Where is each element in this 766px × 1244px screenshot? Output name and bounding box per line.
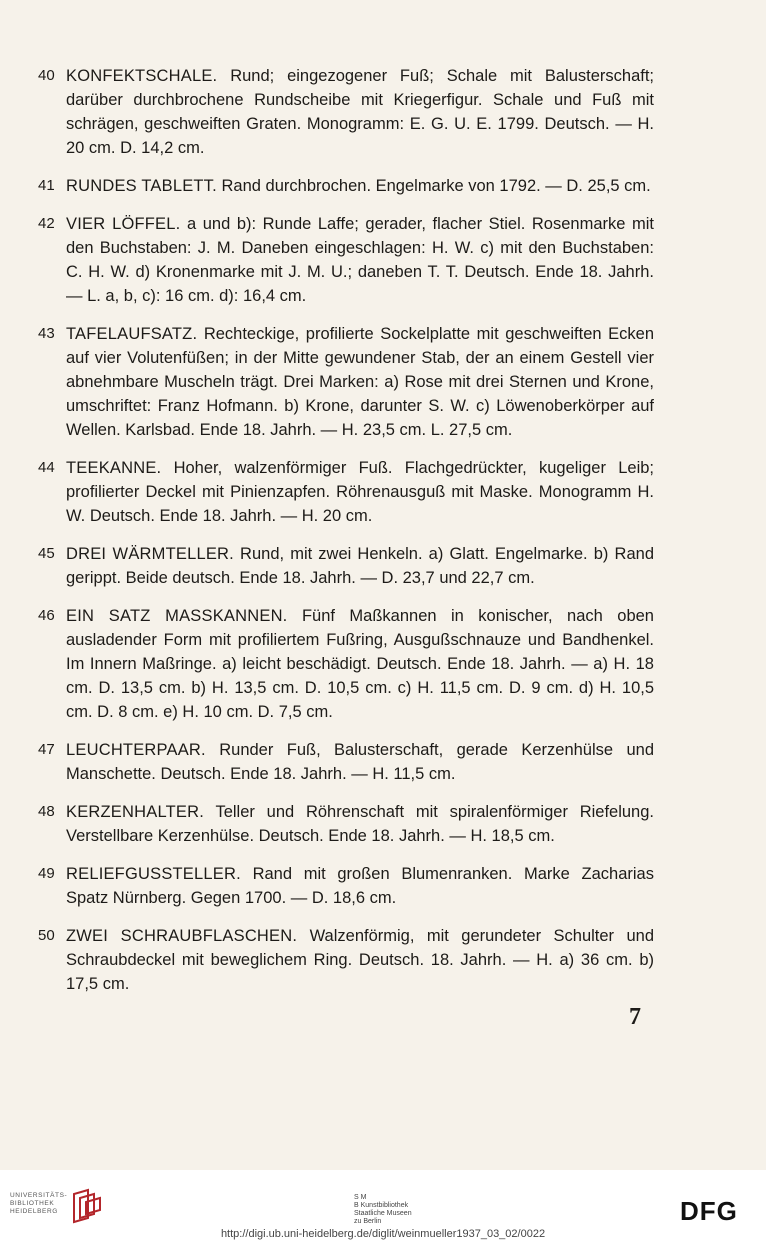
entry-title: EIN SATZ MASSKANNEN. xyxy=(66,607,288,625)
entry-number: 46 xyxy=(38,607,55,624)
catalog-entry xyxy=(38,322,654,442)
entry-number: 45 xyxy=(38,545,55,562)
catalog-entry xyxy=(38,738,654,786)
stamp-line: S M xyxy=(354,1194,367,1201)
entry-title: KONFEKTSCHALE. xyxy=(66,67,218,85)
entry-number: 50 xyxy=(38,927,55,944)
catalog-entry xyxy=(38,174,654,198)
entry-title: LEUCHTERPAAR. xyxy=(66,741,206,759)
library-name: UNIVERSITÄTS- BIBLIOTHEK HEIDELBERG xyxy=(10,1192,68,1215)
entry-title: ZWEI SCHRAUBFLASCHEN. xyxy=(66,927,298,945)
entry-number: 47 xyxy=(38,741,55,758)
footer xyxy=(0,1170,766,1244)
source-url[interactable]: http://digi.ub.uni-heidelberg.de/diglit/weinmueller1937_03_02/0022 xyxy=(220,1228,546,1240)
entry-description: Rechteckige, profilierte Sockelplatte mit geschweiften Ecken auf vier Volutenfüßen; in der Mitte gewundener Stab, der an einem Gestell vier abnehmbare Muscheln trägt. Drei Marken: a) Rose mit drei Sternen und Krone, umschriftet: Franz Hofmann. b) Krone, darunter S. W. c) Löwenoberkörper auf Wellen. Karlsbad. Ende 18. Jahrh. — H. 23,5 cm. L. 27,5 cm. xyxy=(66,325,654,439)
entry-description: Rand mit großen Blumenranken. Marke Zacharias Spatz Nürnberg. Gegen 1700. — D. 18,6 cm. xyxy=(66,865,654,907)
entry-title: DREI WÄRMTELLER. xyxy=(66,545,234,563)
catalog-entries xyxy=(38,64,654,1010)
entry-title: TEEKANNE. xyxy=(66,459,162,477)
entry-description: Rund; eingezogener Fuß; Schale mit Balusterschaft; darüber durchbrochene Rundscheibe mit Kriegerfigur. Schale und Fuß mit schrägen, geschweiften Graten. Monogramm: E. G. U. E. 1799. Deutsch. — H. 20 cm. D. 14,2 cm. xyxy=(66,67,654,157)
entry-description: Teller und Röhrenschaft mit spiralenförmiger Riefelung. Verstellbare Kerzenhülse. Deutsch. Ende 18. Jahrh. — H. 18,5 cm. xyxy=(66,803,654,845)
library-logo xyxy=(10,1188,130,1224)
entry-number: 43 xyxy=(38,325,55,342)
entry-description: a und b): Runde Laffe; gerader, flacher Stiel. Rosenmarke mit den Buchstaben: J. M. Daneben eingeschlagen: H. W. c) mit den Buchstaben: C. H. W. d) Kronenmarke mit J. M. U.; daneben T. T. Deutsch. Ende 18. Jahrh. — L. a, b, c): 16 cm. d): 16,4 cm. xyxy=(66,215,654,305)
entry-title: KERZENHALTER. xyxy=(66,803,204,821)
entry-description: Walzenförmig, mit gerundeter Schulter und Schraubdeckel mit beweglichem Ring. Deutsch. 18. Jahrh. — H. a) 36 cm. b) 17,5 cm. xyxy=(66,927,654,993)
entry-description: Fünf Maßkannen in konischer, nach oben ausladender Form mit profiliertem Fußring, Ausgußschnauze und Bandhenkel. Im Innern Maßringe. a) leicht beschädigt. Deutsch. Ende 18. Jahrh. — a) H. 18 cm. D. 13,5 cm. b) H. 13,5 cm. D. 10,5 cm. c) H. 11,5 cm. D. 9 cm. d) H. 10,5 cm. D. 8 cm. e) H. 10 cm. D. 7,5 cm. xyxy=(66,607,654,721)
catalog-entry xyxy=(38,64,654,160)
library-emblem-icon xyxy=(68,1188,108,1224)
catalog-entry xyxy=(38,924,654,996)
entry-title: TAFELAUFSATZ. xyxy=(66,325,198,343)
dfg-logo: DFG xyxy=(680,1196,738,1226)
entry-title: RUNDES TABLETT. xyxy=(66,177,217,195)
entry-description: Runder Fuß, Balusterschaft, gerade Kerzenhülse und Manschette. Deutsch. Ende 18. Jahrh. — H. 11,5 cm. xyxy=(66,741,654,783)
stamp-line: Staatliche Museen xyxy=(354,1210,412,1217)
catalog-entry xyxy=(38,212,654,308)
entry-number: 40 xyxy=(38,67,55,84)
catalog-entry xyxy=(38,542,654,590)
entry-number: 49 xyxy=(38,865,55,882)
catalog-entry xyxy=(38,604,654,724)
entry-number: 48 xyxy=(38,803,55,820)
entry-description: Hoher, walzenförmiger Fuß. Flachgedrückter, kugeliger Leib; profilierter Deckel mit Pinienzapfen. Röhrenausguß mit Maske. Monogramm H. W. Deutsch. Ende 18. Jahrh. — H. 20 cm. xyxy=(66,459,654,525)
page-number: 7 xyxy=(629,1004,641,1030)
catalog-entry xyxy=(38,800,654,848)
entry-description: Rund, mit zwei Henkeln. a) Glatt. Engelmarke. b) Rand gerippt. Beide deutsch. Ende 18. Jahrh. — D. 23,7 und 22,7 cm. xyxy=(66,545,654,587)
entry-title: RELIEFGUSSTELLER. xyxy=(66,865,241,883)
entry-description: Rand durchbrochen. Engelmarke von 1792. — D. 25,5 cm. xyxy=(221,177,651,195)
catalog-entry xyxy=(38,456,654,528)
entry-number: 42 xyxy=(38,215,55,232)
stamp-line: zu Berlin xyxy=(354,1218,382,1225)
stamp-line: B Kunstbibliothek xyxy=(354,1202,409,1209)
museum-stamp xyxy=(354,1194,412,1226)
entry-number: 44 xyxy=(38,459,55,476)
entry-title: VIER LÖFFEL. xyxy=(66,215,181,233)
catalog-entry xyxy=(38,862,654,910)
entry-number: 41 xyxy=(38,177,55,194)
